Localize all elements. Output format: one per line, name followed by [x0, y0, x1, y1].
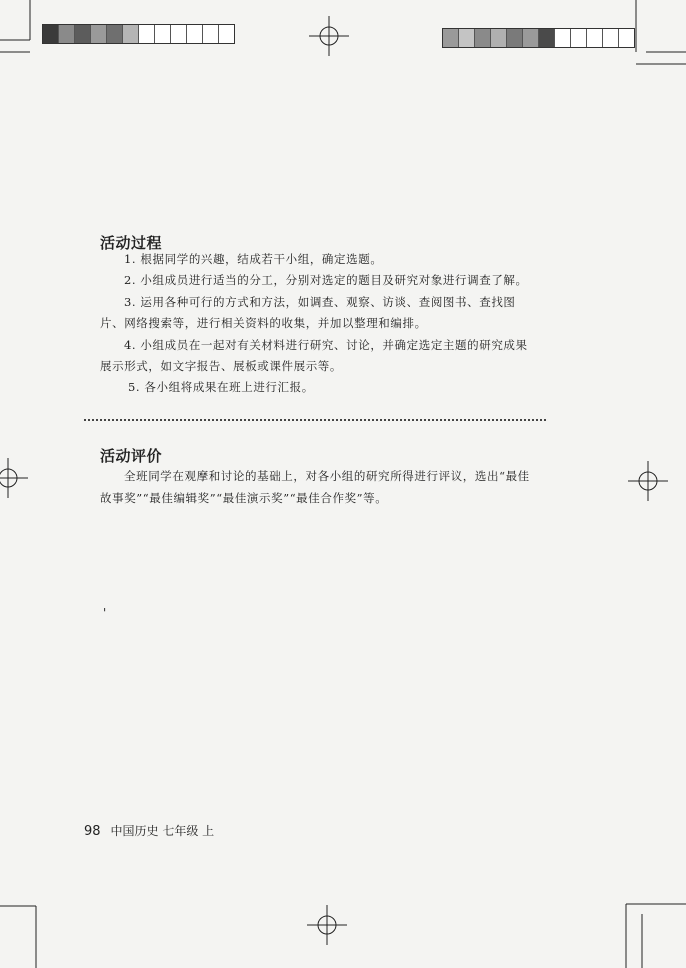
- color-swatch: [155, 25, 171, 43]
- registration-mark-top: [309, 16, 349, 56]
- activity-step-2: 2. 小组成员进行适当的分工，分别对选定的题目及研究对象进行调查了解。: [124, 273, 528, 287]
- color-swatch: [171, 25, 187, 43]
- registration-mark-right: [628, 461, 668, 501]
- color-swatch: [491, 29, 507, 47]
- color-swatch: [107, 25, 123, 43]
- right-color-calibration-bar: [442, 28, 635, 48]
- color-swatch: [59, 25, 75, 43]
- section-divider: [84, 419, 546, 421]
- color-swatch: [203, 25, 219, 43]
- registration-mark-bottom: [307, 905, 347, 945]
- color-swatch: [139, 25, 155, 43]
- color-swatch: [507, 29, 523, 47]
- registration-mark-left: [0, 458, 28, 498]
- color-swatch: [91, 25, 107, 43]
- activity-step-5: 5. 各小组将成果在班上进行汇报。: [128, 380, 314, 394]
- crop-mark-top-left: [0, 0, 40, 60]
- page-footer: [84, 822, 214, 839]
- color-swatch: [571, 29, 587, 47]
- color-swatch: [187, 25, 203, 43]
- crop-mark-top-right: [626, 0, 686, 70]
- activity-evaluation-title: 活动评价: [100, 447, 163, 465]
- color-swatch: [443, 29, 459, 47]
- evaluation-line-2: 故事奖”“最佳编辑奖”“最佳演示奖”“最佳合作奖”等。: [100, 491, 388, 505]
- page-number: 98: [84, 824, 101, 839]
- book-title: 中国历史 七年级 上: [110, 824, 215, 838]
- crop-mark-bottom-left: [0, 886, 50, 968]
- color-swatch: [75, 25, 91, 43]
- color-swatch: [43, 25, 59, 43]
- color-swatch: [475, 29, 491, 47]
- color-swatch: [459, 29, 475, 47]
- crop-mark-bottom-right: [612, 884, 686, 968]
- color-swatch: [123, 25, 139, 43]
- activity-step-3-continued: 片、网络搜索等，进行相关资料的收集，并加以整理和编排。: [100, 316, 427, 330]
- evaluation-line-1: 全班同学在观摩和讨论的基础上，对各小组的研究所得进行评议，选出“最佳: [124, 469, 530, 483]
- activity-step-4-continued: 展示形式，如文字报告、展板或课件展示等。: [100, 359, 342, 373]
- activity-step-1: 1. 根据同学的兴趣，结成若干小组，确定选题。: [124, 252, 383, 266]
- activity-process-title: 活动过程: [100, 234, 163, 252]
- color-swatch: [219, 25, 234, 43]
- color-swatch: [539, 29, 555, 47]
- color-swatch: [587, 29, 603, 47]
- activity-step-3: 3. 运用各种可行的方式和方法，如调查、观察、访谈、查阅图书、查找图: [124, 295, 516, 309]
- left-color-calibration-bar: [42, 24, 235, 44]
- activity-step-4: 4. 小组成员在一起对有关材料进行研究、讨论，并确定选定主题的研究成果: [124, 338, 528, 352]
- color-swatch: [555, 29, 571, 47]
- stray-mark: ': [103, 606, 107, 620]
- color-swatch: [523, 29, 539, 47]
- color-swatch: [603, 29, 619, 47]
